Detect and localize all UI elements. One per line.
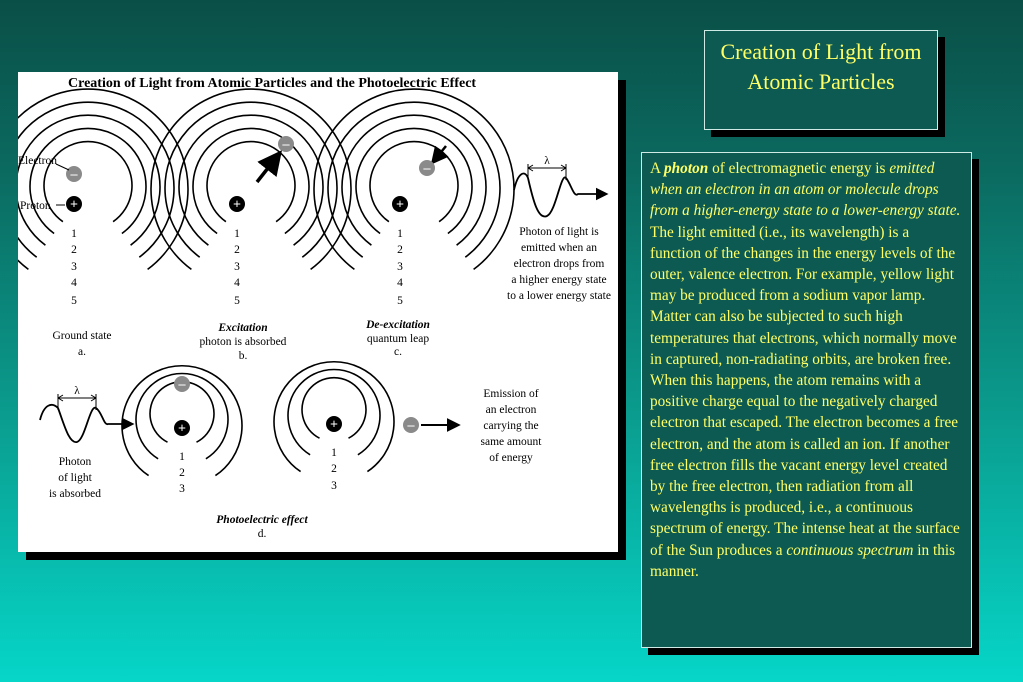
atom-c: [314, 89, 514, 269]
svg-text:3: 3: [179, 483, 185, 495]
svg-text:1: 1: [179, 451, 185, 463]
levels-c: [397, 228, 403, 307]
svg-text:λ: λ: [74, 385, 80, 397]
atom-a-proton: [66, 196, 82, 213]
body-italic-definition: emitted when an electron in an atom or molecule drops from a higher-energy state to a lower-energy state.: [650, 160, 961, 220]
atom-c-electron: [419, 160, 435, 176]
svg-text:of energy: of energy: [489, 452, 533, 464]
body-text-2: of electromagnetic energy is: [708, 160, 890, 177]
body-text-4: in this manner.: [650, 541, 956, 580]
atom-d2-proton: [326, 416, 342, 433]
caption-d-2: d.: [257, 528, 267, 540]
atom-a: [18, 89, 188, 269]
svg-text:emitted when an: emitted when an: [520, 242, 598, 254]
caption-a-1: Ground state: [52, 330, 112, 342]
caption-c-1: De-excitation: [366, 319, 430, 331]
caption-b-2: photon is absorbed: [199, 336, 287, 348]
atom-c-proton: [392, 196, 408, 213]
svg-text:5: 5: [71, 295, 77, 307]
svg-text:same amount: same amount: [480, 436, 542, 448]
emitted-electron: [403, 417, 419, 433]
emitted-wave: [514, 155, 606, 217]
atom-diagram: [18, 72, 618, 552]
proton-label: Proton: [20, 200, 51, 212]
absorbed-caption: [49, 456, 101, 500]
excitation-arrow: [257, 154, 279, 182]
svg-text:1: 1: [234, 228, 240, 240]
caption-d-1: Photoelectric effect: [216, 514, 308, 526]
svg-text:4: 4: [397, 277, 403, 289]
levels-d1: [179, 451, 185, 495]
figure-panel: [18, 72, 618, 552]
body-text-box: [641, 152, 972, 648]
svg-text:–: –: [407, 418, 415, 433]
atom-b-electron: [278, 136, 294, 152]
levels-a: [71, 228, 77, 307]
svg-text:+: +: [330, 417, 338, 433]
svg-text:carrying the: carrying the: [483, 420, 539, 432]
svg-text:to a lower energy state: to a lower energy state: [507, 290, 611, 302]
body-paragraph: [650, 158, 963, 582]
svg-text:Photon: Photon: [58, 456, 92, 468]
electron-label: Electron: [18, 155, 57, 167]
body-text-1: A: [650, 160, 665, 177]
body-term-continuous-spectrum: continuous spectrum: [786, 541, 914, 559]
svg-text:1: 1: [71, 228, 77, 240]
svg-text:+: +: [233, 197, 241, 213]
svg-text:a higher energy state: a higher energy state: [511, 274, 607, 286]
svg-text:–: –: [423, 161, 431, 176]
levels-b: [234, 228, 240, 307]
svg-text:an electron: an electron: [485, 404, 537, 416]
svg-text:+: +: [70, 197, 78, 213]
emission-caption: [481, 388, 543, 464]
caption-a-2: a.: [78, 346, 86, 358]
body-text-3: The light emitted (i.e., its wavelength) is a function of the changes in the energy levels of the outer, valence electron. For example, yellow light may be produced from a sodium vapor lamp. Matter can also be subjected to such high temperatures that electrons, which normally move in captured, non-radiating orbits, are broken free. When this happens, the atom remains with a positive charge equal to the negatively charged electron that escaped. The electron becomes a free electron, and the atom is called an ion. If another free electron fills the vacant energy level created by the free electron, then radiation from all wavelengths is produced, i.e., a continuous spectrum of energy. The intense heat at the surface of the Sun produces a: [650, 223, 960, 559]
caption-c-3: c.: [394, 346, 402, 358]
svg-text:4: 4: [71, 277, 77, 289]
svg-text:1: 1: [397, 228, 403, 240]
svg-text:–: –: [282, 137, 290, 152]
svg-text:3: 3: [234, 261, 240, 273]
body-term-photon: photon: [664, 160, 709, 177]
svg-text:1: 1: [331, 447, 337, 459]
emitted-caption: [507, 226, 611, 302]
slide-title-text: Creation of Light from Atomic Particles: [720, 39, 922, 94]
caption-b-3: b.: [238, 350, 248, 362]
slide-title: [704, 30, 938, 130]
electron-pointer: [56, 164, 69, 170]
svg-text:2: 2: [331, 463, 337, 475]
caption-b-1: Excitation: [218, 322, 268, 334]
svg-text:of light: of light: [58, 472, 92, 484]
atom-b-proton: [229, 196, 245, 213]
svg-text:2: 2: [234, 244, 240, 256]
svg-text:+: +: [396, 197, 404, 213]
svg-text:2: 2: [397, 244, 403, 256]
svg-text:3: 3: [397, 261, 403, 273]
svg-text:λ: λ: [544, 155, 550, 167]
svg-text:–: –: [178, 377, 186, 392]
caption-c-2: quantum leap: [366, 333, 430, 345]
absorbed-wave: [40, 385, 132, 442]
levels-d2: [331, 447, 337, 492]
svg-text:3: 3: [331, 480, 337, 492]
svg-text:–: –: [70, 167, 78, 182]
svg-text:+: +: [178, 421, 186, 437]
svg-text:3: 3: [71, 261, 77, 273]
svg-text:is absorbed: is absorbed: [48, 488, 102, 500]
atom-d1-proton: [174, 420, 190, 437]
svg-text:5: 5: [397, 295, 403, 307]
svg-text:Photon of light is: Photon of light is: [519, 226, 599, 238]
figure-title: Creation of Light from Atomic Particles and the Photoelectric Effect: [68, 76, 477, 91]
svg-text:4: 4: [234, 277, 240, 289]
svg-text:2: 2: [179, 467, 185, 479]
svg-text:electron drops from: electron drops from: [513, 258, 605, 270]
svg-text:5: 5: [234, 295, 240, 307]
atom-d1-electron: [174, 376, 190, 392]
svg-text:2: 2: [71, 244, 77, 256]
svg-text:Emission of: Emission of: [483, 388, 539, 400]
atom-a-electron: [66, 166, 82, 182]
atom-b: [151, 89, 351, 269]
